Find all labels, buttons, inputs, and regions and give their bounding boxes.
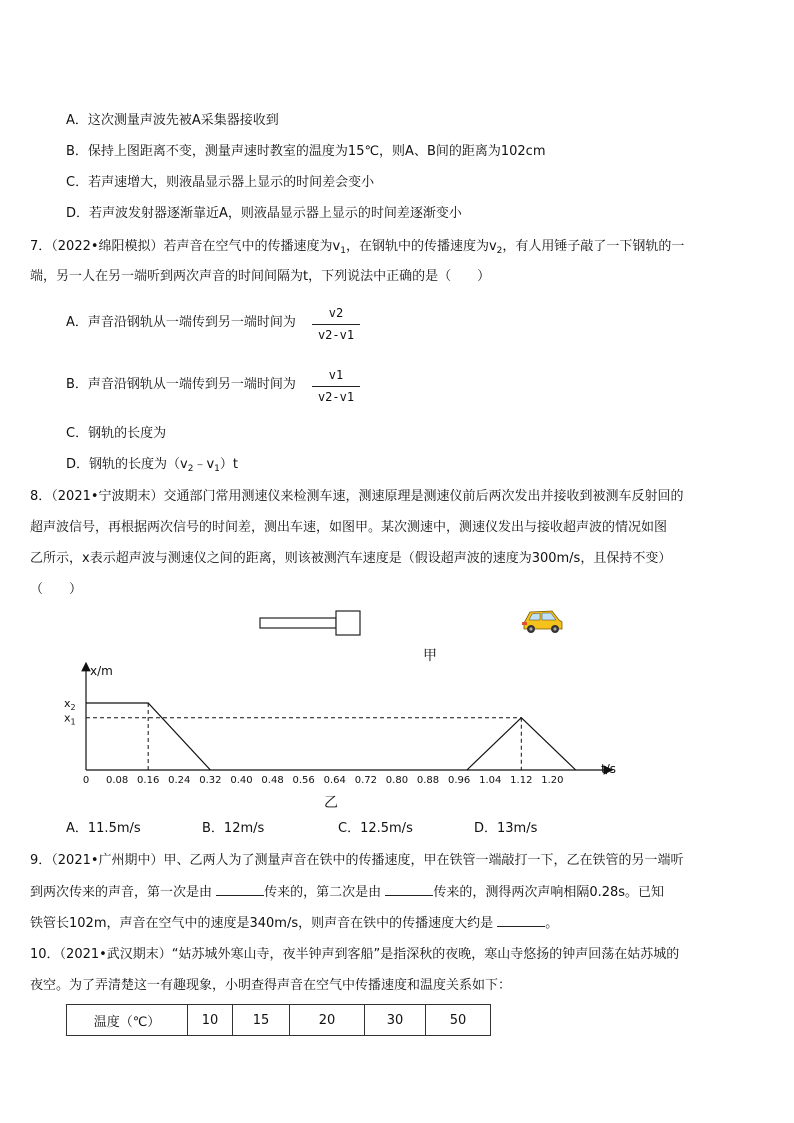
figure-yi-chart [60, 655, 640, 815]
x-tick-label: 0.40 [230, 775, 253, 786]
q8-stem-line3: 乙所示，x表示超声波与测速仪之间的距离，则该被测汽车速度是（假设超声波的速度为300m/s，且保持不变） [30, 551, 672, 566]
q10-stem-line2: 夜空。为了弄清楚这一有趣现象，小明查得声音在空气中传播速度和温度关系如下： [30, 978, 512, 993]
x-tick-label: 1.12 [510, 775, 533, 786]
q8-stem-line1: 8．（2021•宁波期末）交通部门常用测速仪来检测车速，测速原理是测速仪前后两次发出并接收到被测车反射回的 [30, 489, 684, 504]
fraction-bar [312, 386, 360, 387]
q6-option-b: B．保持上图距离不变，测量声速时教室的温度为15℃，则A、B间的距离为102cm [66, 144, 546, 159]
table-row [67, 1005, 491, 1036]
car-icon [522, 611, 562, 633]
fraction-numerator: v1 [328, 368, 344, 382]
q7-option-a: A．声音沿钢轨从一端传到另一端时间为 [66, 315, 296, 330]
q6-option-d: D．若声波发射器逐渐靠近A，则液晶显示器上显示的时间差逐渐变小 [66, 206, 462, 221]
x-tick-label: 0.64 [323, 775, 346, 786]
q7-option-b: B．声音沿钢轨从一端传到另一端时间为 [66, 377, 296, 392]
x-tick-label: 0.56 [292, 775, 315, 786]
q6-option-c: C．若声速增大，则液晶显示器上显示的时间差会变小 [66, 175, 375, 190]
speed-gun-icon [260, 611, 360, 635]
fraction-denominator: v2-v1 [317, 390, 355, 404]
q8-stem-line2: 超声波信号，再根据两次信号的时间差，测出车速，如图甲。某次测速中，测速仪发出与接收超声波的情况如图 [30, 520, 668, 535]
table-cell: 15 [233, 1005, 290, 1036]
q7-option-d: D．钢轨的长度为$(v_2﹣v_1)t$ [66, 457, 238, 474]
figure-jia-label: 甲 [423, 648, 437, 664]
table-cell: 20 [290, 1005, 365, 1036]
x-tick-label: 0.80 [385, 775, 409, 786]
x-tick-label: 0.16 [137, 775, 160, 786]
x-tick-label: 0.96 [447, 775, 471, 786]
q8-option-c: C．12.5m/s [338, 821, 413, 836]
answer-blank[interactable] [497, 914, 545, 927]
q8-option-a: A．11.5m/s [66, 821, 141, 836]
x-tick-label: 0 [82, 775, 90, 786]
answer-blank[interactable] [385, 883, 433, 896]
x-tick-label: 1.20 [541, 775, 564, 786]
x-tick-label: 0.72 [354, 775, 377, 786]
fraction-denominator: v2-v1 [317, 328, 355, 342]
x-tick-label: 0.24 [168, 775, 191, 786]
fraction-bar [312, 324, 360, 325]
x-tick-label: 0.08 [105, 775, 129, 786]
x-axis-label: t/s [601, 762, 616, 776]
x-tick-label: 0.48 [261, 775, 284, 786]
figure-yi-label: 乙 [324, 795, 338, 811]
table-header-cell: 温度（℃） [67, 1005, 188, 1036]
table-cell: 30 [365, 1005, 426, 1036]
y-axis-label: x/m [90, 664, 113, 678]
answer-blank[interactable] [216, 883, 264, 896]
x-tick-label: 1.04 [479, 775, 502, 786]
table-cell: 50 [426, 1005, 491, 1036]
q7-stem-line1: 7．（2022•绵阳模拟）若声音在空气中的传播速度为$v_1$，在钢轨中的传播速度为$v_2$，有人用锤子敲了一下钢轨的一 [30, 239, 685, 256]
q7-option-b-fraction [312, 368, 360, 408]
q7-stem-line2: 端，另一人在另一端听到两次声音的时间间隔为t，下列说法中正确的是（ ） [30, 269, 491, 284]
temperature-table [66, 1004, 491, 1036]
x-tick-label: 0.88 [416, 775, 440, 786]
q7-option-c: C．钢轨的长度为 [66, 426, 167, 441]
q9-stem-line3: 铁管长102m，声音在空气中的速度是340m/s，则声音在铁中的传播速度大约是 。 [30, 916, 559, 931]
q8-stem-line4: （ ） [30, 582, 83, 597]
q8-option-b: B．12m/s [202, 821, 265, 836]
q8-option-d: D．13m/s [474, 821, 538, 836]
q9-stem-line2: 到两次传来的声音，第一次是由 传来的，第二次是由 传来的，测得两次声响相隔0.28s。已知 [30, 885, 665, 900]
fraction-numerator: v2 [328, 306, 344, 320]
q9-stem-line1: 9．（2021•广州期中）甲、乙两人为了测量声音在铁中的传播速度，甲在铁管一端敲打一下，乙在铁管的另一端听 [30, 853, 684, 868]
q10-stem-line1: 10．（2021•武汉期末）“姑苏城外寒山寺，夜半钟声到客船”是指深秋的夜晚，寒山寺悠扬的钟声回荡在姑苏城的 [30, 947, 680, 962]
q6-option-a: A．这次测量声波先被A采集器接收到 [66, 113, 279, 128]
table-cell: 10 [188, 1005, 233, 1036]
y-tick-label: $x_1$ [64, 711, 76, 727]
q7-option-a-fraction [312, 306, 360, 346]
y-tick-label: $x_2$ [64, 697, 76, 712]
x-tick-label: 0.32 [199, 775, 222, 786]
